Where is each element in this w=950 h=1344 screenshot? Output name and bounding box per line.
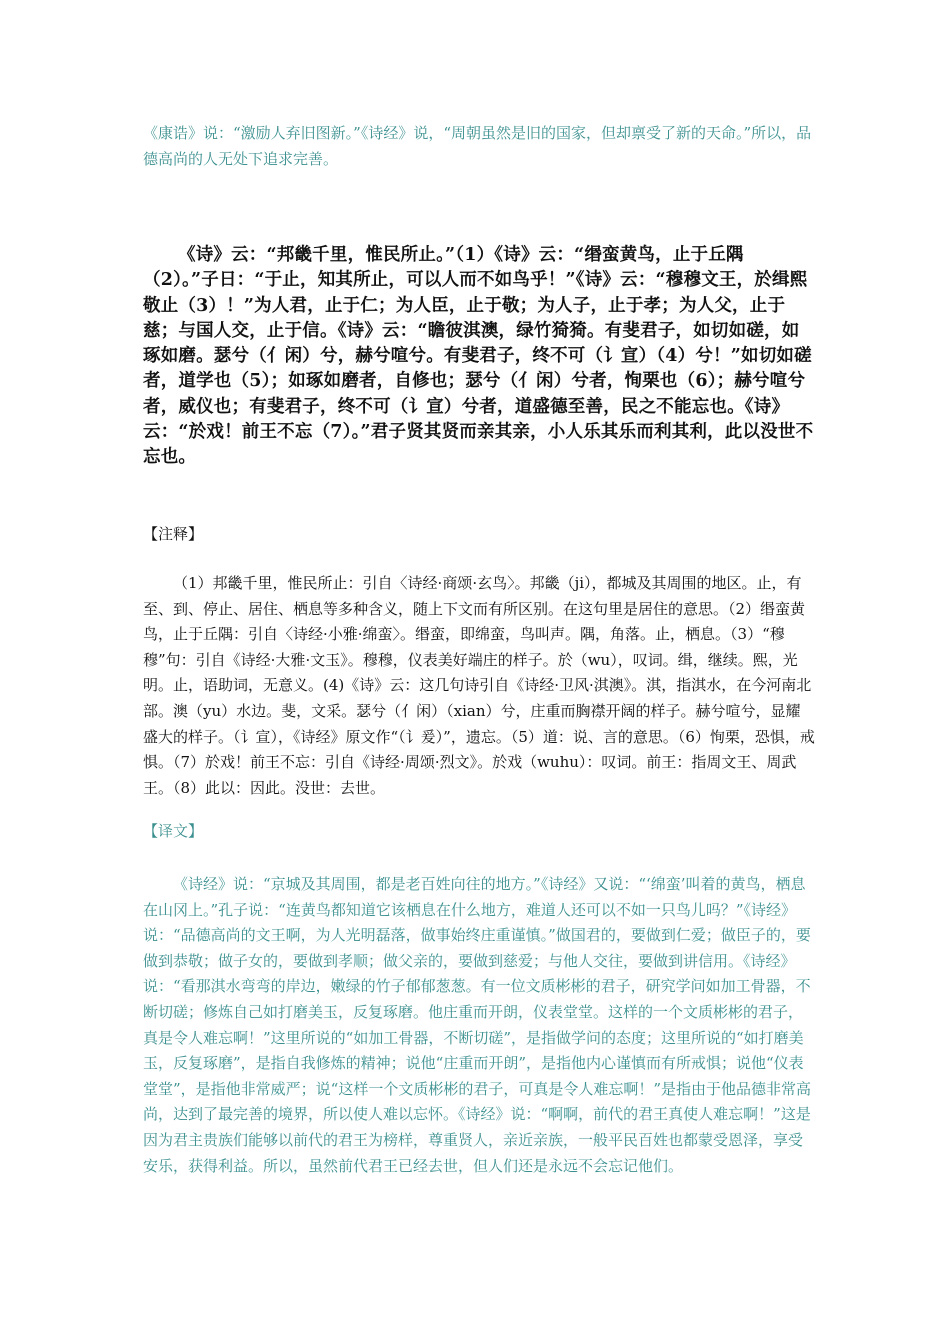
- notes-paragraph: （1）邦畿千里，惟民所止：引自〈诗经·商颂·玄鸟〉。邦畿（ji），都城及其周围的地区。止，有至、到、停止、居住、栖息等多种含义，随上下文而有所区别。在这句里是居住的意思。（2）缗蛮黄鸟，止于丘隅：引自〈诗经·小雅·绵蛮〉。缗蛮，即绵蛮，鸟叫声。隅，角落。止，栖息。（3）“穆穆”句：引自《诗经·大雅·文玉》。穆穆，仪表美好端庄的样子。於（wu），叹词。缉，继续。熙，光明。止，语助词，无意义。(4)《诗》云：这几句诗引自《诗经·卫风·淇澳》。淇，指淇水，在今河南北部。澳（yu）水边。斐，文采。瑟兮（亻闲）（xian）兮，庄重而胸襟开阔的样子。赫兮喧兮，显耀盛大的样子。（讠宣），《诗经》原文作“（讠爰）”，遗忘。（5）道：说、言的意思。（6）恂栗，恐惧，戒惧。（7）於戏！前王不忘：引自《诗经·周颂·烈文》。於戏（wuhu）：叹词。前王：指周文王、周武王。（8）此以：因此。没世：去世。: [143, 574, 815, 797]
- translation-paragraph: 《诗经》说：“京城及其周围，都是老百姓向往的地方。”《诗经》又说：“‘绵蛮’叫着的黄鸟，栖息在山冈上。”孔子说：“连黄鸟都知道它该栖息在什么地方，难道人还可以不如一只鸟儿吗？”《诗经》说：“品德高尚的文王啊，为人光明磊落，做事始终庄重谨慎。”做国君的，要做到仁爱；做臣子的，要做到恭敬；做子女的，要做到孝顺；做父亲的，要做到慈爱；与他人交往，要做到讲信用。《诗经》说：“看那淇水弯弯的岸边，嫩绿的竹子郁郁葱葱。有一位文质彬彬的君子，研究学问如加工骨器，不断切磋；修炼自己如打磨美玉，反复琢磨。他庄重而开朗，仪表堂堂。这样的一个文质彬彬的君子，真是令人难忘啊！”这里所说的“如加工骨器，不断切磋”，是指做学问的态度；这里所说的“如打磨美玉，反复琢磨”，是指自我修炼的精神；说他“庄重而开朗”，是指他内心谨慎而有所戒惧；说他“仪表堂堂”，是指他非常威严；说“这样一个文质彬彬的君子，可真是令人难忘啊！”是指由于他品德非常高尚，达到了最完善的境界，所以使人难以忘怀。《诗经》说：“啊啊，前代的君王真使人难忘啊！”这是因为君主贵族们能够以前代的君王为榜样，尊重贤人，亲近亲族，一般平民百姓也都蒙受恩泽，享受安乐，获得利益。所以，虽然前代君王已经去世，但人们还是永远不会忘记他们。: [143, 875, 812, 1175]
- notes-heading: 【注释】: [143, 525, 204, 543]
- classic-text-paragraph: 《诗》云：“邦畿千里，惟民所止。”（1）《诗》云：“缗蛮黄鸟，止于丘隅（2）。”子日：“于止，知其所止，可以人而不如鸟乎！”《诗》云：“穆穆文王，於缉熙敬止（3）！”为人君，止于仁；为人臣，止于敬；为人子，止于孝；为人父，止于慈；与国人交，止于信。《诗》云：“瞻彼淇澳，绿竹猗猗。有斐君子，如切如磋，如琢如磨。瑟兮（亻闲）兮，赫兮喧兮。有斐君子，终不可（讠宣）（4）兮！”如切如磋者，道学也（5）；如琢如磨者，自修也；瑟兮（亻闲）兮者，恂栗也（6）；赫兮喧兮者，威仪也；有斐君子，终不可（讠宣）兮者，道盛德至善，民之不能忘也。《诗》云：“於戏！前王不忘（7）。”君子贤其贤而亲其亲，小人乐其乐而利其利，此以没世不忘也。: [143, 245, 814, 468]
- translation-heading: 【译文】: [143, 822, 204, 840]
- intro-paragraph: 《康诰》说：“激励人弃旧图新。”《诗经》说，“周朝虽然是旧的国家，但却禀受了新的天命。”所以，品德高尚的人无处下追求完善。: [143, 124, 812, 168]
